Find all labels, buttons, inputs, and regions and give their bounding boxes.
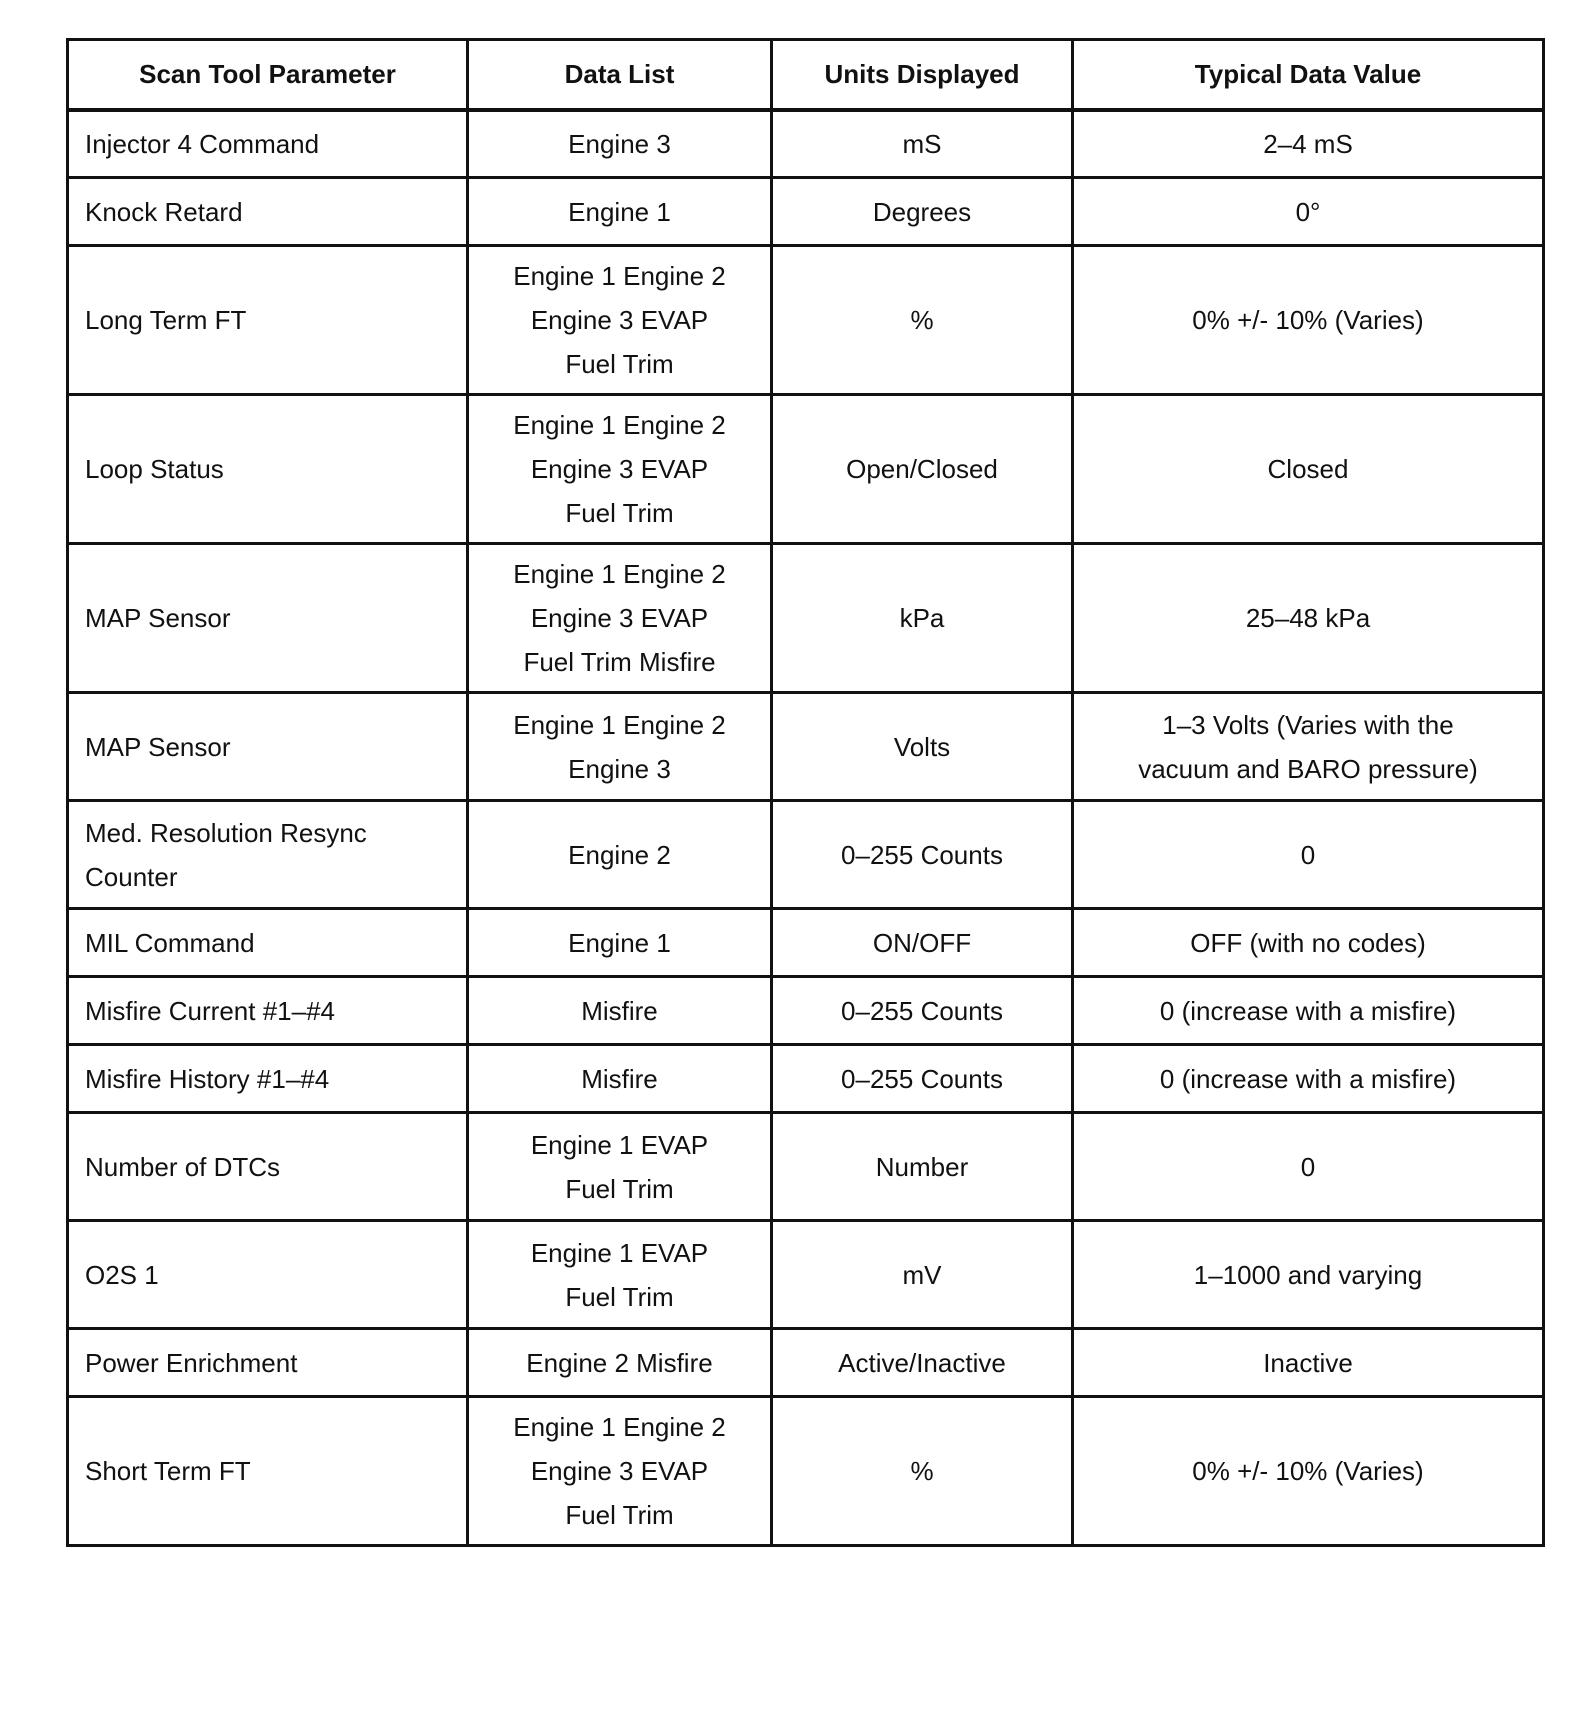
cell-text-line: Engine 1 EVAP [530, 1237, 709, 1268]
cell-units-displayed [772, 977, 1073, 1045]
cell-text-line: MIL Command [85, 927, 255, 958]
cell-text-line: Engine 1 Engine 2 [513, 559, 726, 589]
cell-typical-data-value [1073, 693, 1544, 801]
cell-text-line: 0–255 Counts [841, 995, 1003, 1026]
cell-text-line: Misfire Current #1–#4 [85, 995, 335, 1026]
cell-text-line: Misfire [581, 1063, 658, 1094]
cell-text-line: Fuel Trim [565, 1173, 674, 1204]
cell-text-line: Engine 3 [568, 753, 671, 784]
cell-units-displayed [772, 1329, 1073, 1397]
cell-scan-tool-parameter [68, 801, 468, 909]
cell-units-displayed [772, 178, 1073, 246]
header-typical-data-value: Typical Data Value [1073, 40, 1544, 110]
cell-typical-data-value [1073, 110, 1544, 178]
cell-units-displayed [772, 1221, 1073, 1329]
cell-text-line: 1–1000 and varying [1193, 1259, 1423, 1290]
cell-text-line: Inactive [1263, 1347, 1353, 1378]
cell-text-line: vacuum and BARO pressure) [1138, 753, 1478, 784]
cell-text-line: 0 [1300, 839, 1316, 870]
cell-text-line: Engine 3 EVAP [530, 305, 709, 335]
table-row [68, 977, 1544, 1045]
cell-units-displayed [772, 909, 1073, 977]
cell-text-line: Engine 3 EVAP [530, 454, 709, 484]
cell-text-line: ON/OFF [872, 927, 972, 958]
cell-text-line: 25–48 kPa [1245, 603, 1371, 633]
cell-text-line: kPa [899, 603, 945, 633]
cell-data-list [468, 693, 772, 801]
cell-text-line: Short Term FT [85, 1456, 251, 1486]
cell-text-line: Misfire [581, 995, 658, 1026]
cell-units-displayed [772, 395, 1073, 544]
cell-text-line: Engine 1 Engine 2 [513, 1412, 726, 1442]
cell-units-displayed [772, 1045, 1073, 1113]
cell-scan-tool-parameter [68, 977, 468, 1045]
table-row [68, 246, 1544, 395]
cell-text-line: Engine 1 Engine 2 [513, 261, 726, 291]
cell-text-line: Engine 3 EVAP [530, 1456, 709, 1486]
cell-scan-tool-parameter [68, 1329, 468, 1397]
cell-scan-tool-parameter [68, 1045, 468, 1113]
cell-text-line: 2–4 mS [1263, 128, 1353, 159]
cell-text-line: mS [902, 128, 942, 159]
cell-scan-tool-parameter [68, 110, 468, 178]
cell-scan-tool-parameter [68, 178, 468, 246]
table-row [68, 544, 1544, 693]
cell-text-line: Engine 2 Misfire [526, 1347, 713, 1378]
cell-text-line: Active/Inactive [838, 1347, 1006, 1378]
cell-text-line: % [910, 1456, 934, 1486]
cell-scan-tool-parameter [68, 544, 468, 693]
cell-units-displayed [772, 110, 1073, 178]
cell-text-line: Degrees [872, 196, 972, 227]
cell-data-list [468, 395, 772, 544]
header-units-displayed: Units Displayed [772, 40, 1073, 110]
cell-text-line: Fuel Trim [565, 1500, 674, 1530]
cell-text-line: Med. Resolution Resync [85, 817, 367, 848]
cell-units-displayed [772, 801, 1073, 909]
cell-typical-data-value [1073, 246, 1544, 395]
table-body [68, 110, 1544, 1546]
cell-text-line: 0% +/- 10% (Varies) [1192, 1456, 1424, 1486]
cell-text-line: Number [875, 1151, 969, 1182]
cell-typical-data-value [1073, 544, 1544, 693]
cell-text-line: Volts [893, 731, 951, 762]
cell-text-line: Misfire History #1–#4 [85, 1063, 330, 1094]
cell-data-list [468, 1113, 772, 1221]
cell-units-displayed [772, 1397, 1073, 1546]
cell-typical-data-value [1073, 801, 1544, 909]
cell-scan-tool-parameter [68, 395, 468, 544]
table-row [68, 1113, 1544, 1221]
cell-text-line: MAP Sensor [85, 603, 231, 633]
table-row [68, 178, 1544, 246]
table-row [68, 693, 1544, 801]
cell-units-displayed [772, 246, 1073, 395]
header-scan-tool-parameter: Scan Tool Parameter [68, 40, 468, 110]
cell-typical-data-value [1073, 977, 1544, 1045]
cell-text-line: MAP Sensor [85, 731, 231, 762]
cell-scan-tool-parameter [68, 1221, 468, 1329]
cell-scan-tool-parameter [68, 1397, 468, 1546]
cell-text-line: Engine 1 [568, 196, 671, 227]
cell-text-line: Injector 4 Command [85, 128, 320, 159]
cell-text-line: Engine 1 Engine 2 [513, 709, 726, 740]
cell-text-line: 0–255 Counts [841, 1063, 1003, 1094]
cell-text-line: Fuel Trim [565, 498, 674, 528]
cell-text-line: 0 [1300, 1151, 1316, 1182]
cell-text-line: Power Enrichment [85, 1347, 298, 1378]
cell-typical-data-value [1073, 909, 1544, 977]
cell-text-line: Engine 1 [568, 927, 671, 958]
table-row [68, 801, 1544, 909]
cell-text-line: Engine 3 [568, 128, 671, 159]
scan-tool-data-table [66, 38, 1545, 1547]
cell-text-line: Loop Status [85, 454, 224, 484]
cell-typical-data-value [1073, 1221, 1544, 1329]
cell-scan-tool-parameter [68, 1113, 468, 1221]
cell-text-line: Engine 3 EVAP [530, 603, 709, 633]
cell-units-displayed [772, 1113, 1073, 1221]
cell-data-list [468, 1397, 772, 1546]
cell-units-displayed [772, 693, 1073, 801]
cell-units-displayed [772, 544, 1073, 693]
cell-text-line: OFF (with no codes) [1190, 927, 1426, 958]
cell-data-list [468, 977, 772, 1045]
cell-text-line: Counter [85, 861, 178, 892]
cell-text-line: mV [902, 1259, 942, 1290]
cell-text-line: 0 (increase with a misfire) [1159, 995, 1457, 1026]
cell-data-list [468, 1329, 772, 1397]
header-row [68, 40, 1544, 110]
table-header [68, 40, 1544, 110]
table-row [68, 1397, 1544, 1546]
cell-text-line: Closed [1267, 454, 1349, 484]
table-row [68, 909, 1544, 977]
cell-typical-data-value [1073, 395, 1544, 544]
cell-typical-data-value [1073, 1397, 1544, 1546]
cell-scan-tool-parameter [68, 693, 468, 801]
table-row [68, 1045, 1544, 1113]
table-row [68, 110, 1544, 178]
cell-scan-tool-parameter [68, 909, 468, 977]
cell-text-line: Fuel Trim [565, 349, 674, 379]
cell-text-line: % [910, 305, 934, 335]
cell-data-list [468, 1221, 772, 1329]
cell-text-line: Engine 1 Engine 2 [513, 410, 726, 440]
cell-data-list [468, 246, 772, 395]
table-row [68, 395, 1544, 544]
cell-data-list [468, 110, 772, 178]
cell-data-list [468, 178, 772, 246]
cell-text-line: Open/Closed [846, 454, 998, 484]
cell-text-line: Knock Retard [85, 196, 243, 227]
cell-typical-data-value [1073, 1045, 1544, 1113]
header-data-list: Data List [468, 40, 772, 110]
cell-text-line: O2S 1 [85, 1259, 159, 1290]
cell-scan-tool-parameter [68, 246, 468, 395]
cell-text-line: Number of DTCs [85, 1151, 281, 1182]
cell-data-list [468, 544, 772, 693]
cell-text-line: Engine 2 [568, 839, 671, 870]
cell-data-list [468, 909, 772, 977]
cell-data-list [468, 801, 772, 909]
cell-text-line: Engine 1 EVAP [530, 1129, 709, 1160]
cell-text-line: 0% +/- 10% (Varies) [1192, 305, 1424, 335]
table-row [68, 1329, 1544, 1397]
cell-text-line: 0 (increase with a misfire) [1159, 1063, 1457, 1094]
cell-text-line: 1–3 Volts (Varies with the [1162, 709, 1454, 740]
cell-typical-data-value [1073, 1113, 1544, 1221]
cell-text-line: Long Term FT [85, 305, 247, 335]
cell-data-list [468, 1045, 772, 1113]
cell-text-line: 0° [1295, 196, 1321, 227]
cell-text-line: Fuel Trim [565, 1281, 674, 1312]
cell-typical-data-value [1073, 178, 1544, 246]
cell-text-line: Fuel Trim Misfire [523, 647, 716, 677]
cell-text-line: 0–255 Counts [841, 839, 1003, 870]
table-row [68, 1221, 1544, 1329]
cell-typical-data-value [1073, 1329, 1544, 1397]
